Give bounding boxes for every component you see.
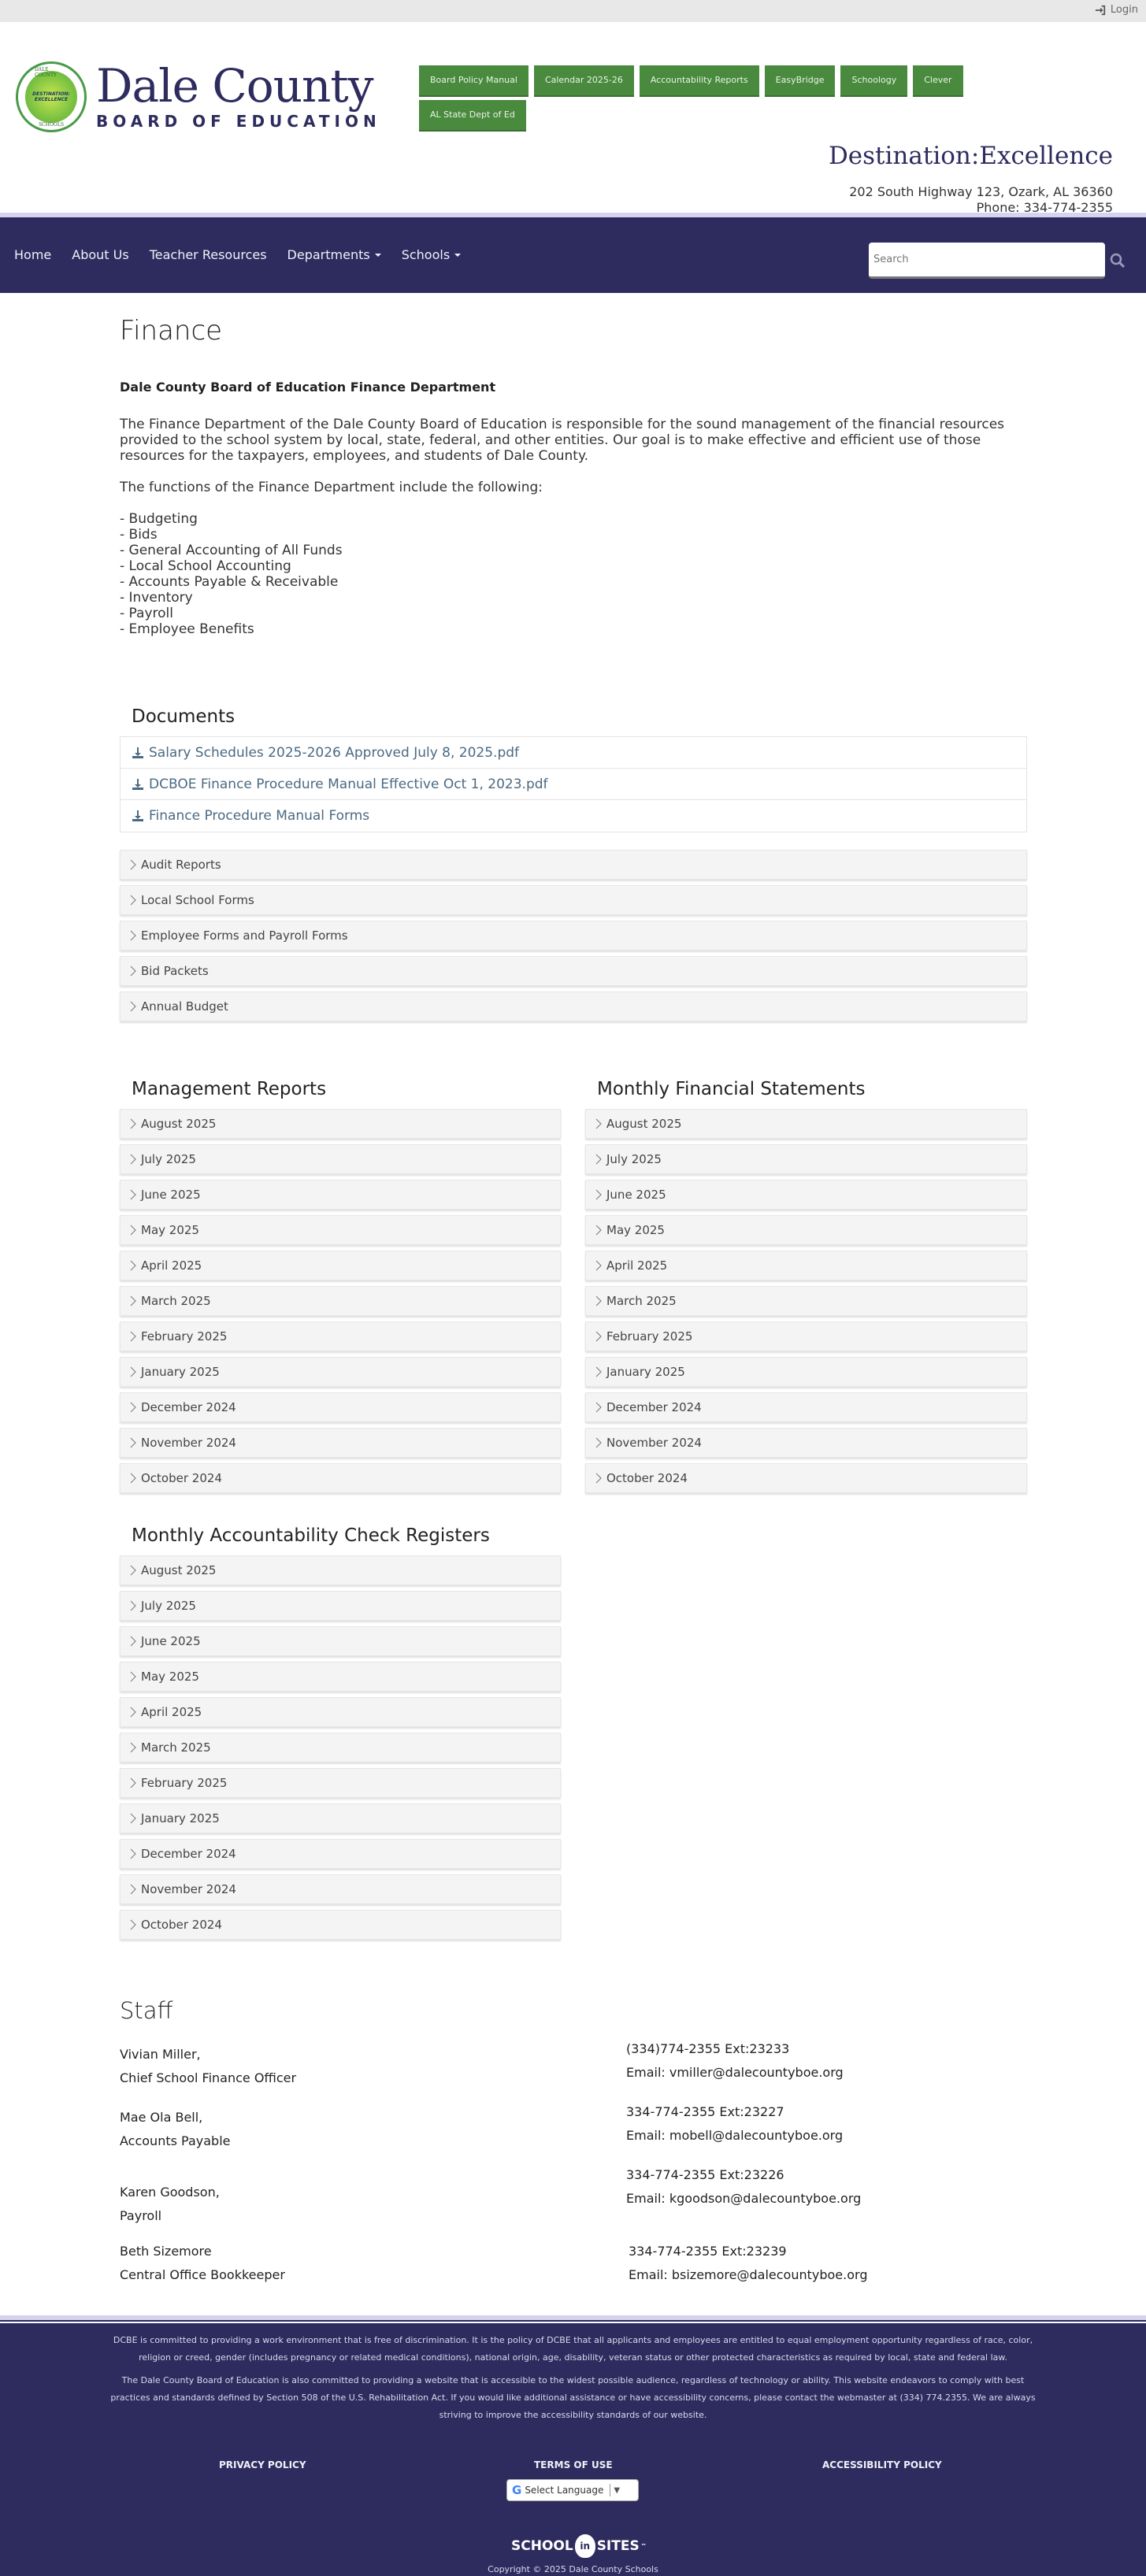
chevron-right-icon [595,1402,602,1413]
financial-statements-section [585,1079,1027,1499]
folder-label: Employee Forms and Payroll Forms [141,928,348,943]
chevron-right-icon [130,859,136,870]
contact-address [849,184,1113,216]
quick-link-easybridge[interactable]: EasyBridge [765,65,836,97]
month-accordion-item[interactable] [120,1321,561,1351]
chevron-right-icon [595,1437,602,1448]
accessibility-statement: The Dale County Board of Education is also committed to providing a website that is accessible to the widest possible audience, regardless of technology or ability. This website endeavors to comply with best practices and standards defined by Section 508 of the U.S. Rehabilitation Act. If you would like additional assistance or have accessibility concerns, please contact the webmaster at (334) 774.2355. We are always striving to improve the accessibility standards of our website. [110,2375,1036,2420]
check-registers-section [120,1525,561,1945]
download-icon [132,747,144,759]
staff-email[interactable]: Email: mobell@dalecountyboe.org [626,2128,844,2143]
month-label: July 2025 [606,1152,662,1166]
chevron-right-icon [130,1118,136,1129]
month-label: April 2025 [141,1705,202,1719]
chevron-right-icon [595,1366,602,1377]
month-label: June 2025 [141,1634,201,1648]
month-accordion-item[interactable] [120,1144,561,1174]
month-accordion-item[interactable] [120,1910,561,1940]
month-accordion-item[interactable] [585,1428,1027,1458]
folder-bid-packets[interactable] [120,956,1027,986]
month-accordion-item[interactable] [120,1591,561,1621]
nav-teacher-resources[interactable] [150,247,267,262]
folder-annual-budget[interactable] [120,991,1027,1021]
login-label: Login [1110,4,1138,16]
month-accordion-item[interactable] [120,1215,561,1245]
folder-label: Annual Budget [141,999,228,1014]
month-accordion-item[interactable] [585,1357,1027,1387]
document-link[interactable] [121,800,1026,832]
nav-departments-label: Departments [287,247,370,262]
month-accordion-item[interactable] [120,1662,561,1692]
chevron-right-icon [595,1225,602,1236]
folder-label: Audit Reports [141,858,221,872]
month-accordion-item[interactable] [585,1321,1027,1351]
month-label: February 2025 [141,1329,228,1344]
month-label: November 2024 [141,1436,236,1450]
month-label: November 2024 [141,1882,236,1896]
sign-in-icon [1095,5,1106,16]
staff-email[interactable]: Email: kgoodson@dalecountyboe.org [626,2191,862,2206]
chevron-right-icon [595,1331,602,1342]
staff-phone: (334)774-2355 Ext:23233 [626,2041,790,2056]
chevron-right-icon [130,1189,136,1200]
month-label: January 2025 [606,1365,685,1379]
month-label: May 2025 [606,1223,665,1237]
chevron-right-icon [130,1260,136,1271]
month-label: August 2025 [141,1117,217,1131]
chevron-right-icon [130,1636,136,1647]
document-name: DCBOE Finance Procedure Manual Effective Oct 1, 2023.pdf [149,776,548,792]
month-accordion-item[interactable] [585,1251,1027,1281]
document-link[interactable] [121,769,1026,800]
function-item: - Bids [120,527,158,543]
month-label: February 2025 [606,1329,693,1344]
chevron-right-icon [595,1473,602,1484]
tagline: Destination:Excellence [828,142,1113,170]
staff-role: Chief School Finance Officer [120,2070,297,2085]
seal-bottom-text: SCHOOLS [39,122,64,128]
month-label: March 2025 [606,1294,677,1308]
chevron-right-icon [130,1813,136,1824]
month-accordion-item[interactable] [120,1357,561,1387]
brand-right: SITES [596,2538,640,2554]
month-accordion-item[interactable] [120,1839,561,1869]
month-label: August 2025 [141,1563,217,1577]
chevron-right-icon [130,1331,136,1342]
site-header [0,22,1146,213]
language-label: Select Language [525,2485,604,2496]
month-label: December 2024 [141,1847,236,1861]
month-accordion-item[interactable] [120,1768,561,1798]
brand-mid: in [580,2541,591,2552]
month-label: October 2024 [141,1471,222,1485]
document-name: Salary Schedules 2025-2026 Approved July 8, 2025.pdf [149,744,520,761]
chevron-right-icon [130,1402,136,1413]
month-label: July 2025 [141,1152,196,1166]
staff-name: Mae Ola Bell, [120,2110,203,2125]
chevron-right-icon [130,1437,136,1448]
month-accordion-item[interactable] [585,1180,1027,1210]
site-logo[interactable] [16,61,381,132]
month-accordion-item[interactable] [120,1286,561,1316]
month-accordion-item[interactable] [120,1463,561,1493]
month-label: December 2024 [606,1400,702,1414]
chevron-right-icon [130,1848,136,1859]
search-icon[interactable] [1109,252,1126,269]
check-registers-title: Monthly Accountability Check Registers [132,1525,490,1546]
staff-title: Staff [120,1997,173,2024]
chevron-right-icon [595,1189,602,1200]
address-line: 202 South Highway 123, Ozark, AL 36360 [849,184,1113,199]
quick-link-accountability[interactable]: Accountability Reports [640,65,759,97]
download-icon [132,778,144,791]
month-label: March 2025 [141,1740,211,1755]
staff-role: Central Office Bookkeeper [120,2267,285,2282]
month-accordion-item[interactable] [120,1697,561,1727]
staff-role: Payroll [120,2208,162,2223]
month-accordion-item[interactable] [120,1803,561,1833]
google-icon: G [512,2483,522,2497]
search-input[interactable] [869,243,1105,279]
top-utility-bar [0,0,1146,22]
chevron-right-icon [595,1154,602,1165]
quick-link-clever[interactable]: Clever [913,65,962,97]
staff-section [120,1997,1027,2024]
month-label: November 2024 [606,1436,702,1450]
month-label: February 2025 [141,1776,228,1790]
function-item: - Local School Accounting [120,558,291,574]
document-name: Finance Procedure Manual Forms [149,808,370,824]
nav-about-label: About Us [72,247,129,262]
trademark: ™ [640,2543,647,2549]
functions-list [120,511,1027,637]
staff-email[interactable]: Email: bsizemore@dalecountyboe.org [629,2267,868,2282]
management-reports-section [120,1079,561,1499]
function-item: - General Accounting of All Funds [120,543,343,558]
month-label: August 2025 [606,1117,682,1131]
chevron-right-icon [130,1919,136,1930]
apple-icon [575,2534,595,2558]
caret-down-icon [454,254,461,257]
month-label: January 2025 [141,1811,220,1825]
staff-phone: 334-774-2355 Ext:23226 [626,2167,784,2182]
document-folders [120,850,1027,1021]
privacy-policy-link[interactable]: PRIVACY POLICY [219,2459,306,2470]
chevron-right-icon [130,1366,136,1377]
staff-name: Beth Sizemore [120,2244,212,2259]
month-label: April 2025 [141,1258,202,1273]
caret-down-icon [375,254,381,257]
month-label: March 2025 [141,1294,211,1308]
main-nav [0,219,1146,293]
nav-home-label: Home [14,247,52,262]
month-label: October 2024 [141,1918,222,1932]
footer-divider [0,2315,1146,2322]
download-icon [132,810,144,822]
document-link[interactable] [121,737,1026,769]
folder-label: Local School Forms [141,893,254,907]
brand-left: SCHOOL [511,2538,573,2554]
nav-about-us[interactable] [72,247,128,262]
month-accordion-item[interactable] [585,1144,1027,1174]
chevron-right-icon [130,1884,136,1895]
quick-links [419,65,1049,132]
accessibility-policy-link[interactable]: ACCESSIBILITY POLICY [822,2459,942,2470]
logo-title: Dale County [96,59,373,113]
quick-link-alsde[interactable]: AL State Dept of Ed [419,100,526,132]
function-item: - Budgeting [120,511,198,527]
documents-section [120,706,1027,1027]
month-accordion-item[interactable] [585,1109,1027,1139]
function-item: - Employee Benefits [120,621,254,637]
month-accordion-item[interactable] [585,1392,1027,1422]
staff-role: Accounts Payable [120,2133,231,2148]
month-accordion-item[interactable] [120,1251,561,1281]
chevron-right-icon [130,1225,136,1236]
chevron-right-icon [130,1600,136,1611]
login-link[interactable] [1095,4,1138,16]
staff-contact [626,2100,843,2148]
month-accordion-item[interactable] [120,1180,561,1210]
chevron-right-icon [130,1671,136,1682]
month-accordion-item[interactable] [120,1733,561,1762]
documents-title: Documents [132,706,236,727]
staff-contact [629,2240,867,2287]
phone-line: Phone: 334-774-2355 [976,200,1113,215]
district-seal [16,61,87,132]
month-accordion-item[interactable] [585,1463,1027,1493]
function-item: - Accounts Payable & Receivable [120,574,339,590]
function-item: - Inventory [120,590,193,606]
nav-teacher-label: Teacher Resources [149,247,267,262]
month-accordion-item[interactable] [585,1215,1027,1245]
month-label: July 2025 [141,1599,196,1613]
month-label: October 2024 [606,1471,688,1485]
month-label: December 2024 [141,1400,236,1414]
month-accordion-item[interactable] [120,1392,561,1422]
chevron-right-icon [130,895,136,906]
chevron-right-icon [130,1707,136,1718]
function-item: - Payroll [120,606,173,621]
chevron-right-icon [595,1295,602,1307]
staff-member [120,2181,220,2228]
financial-statements-title: Monthly Financial Statements [597,1079,866,1099]
nav-schools[interactable] [402,247,461,262]
document-list [120,736,1027,832]
staff-name: Karen Goodson, [120,2185,220,2200]
chevron-right-icon [595,1118,602,1129]
chevron-right-icon [130,1565,136,1576]
chevron-right-icon [130,1777,136,1788]
nav-schools-label: Schools [401,247,451,262]
page-title: Finance [120,315,223,347]
month-label: June 2025 [141,1188,201,1202]
staff-phone: 334-774-2355 Ext:23227 [626,2104,784,2119]
nav-home[interactable] [14,247,51,262]
folder-audit-reports[interactable] [120,850,1027,880]
month-accordion-item[interactable] [120,1874,561,1904]
month-label: April 2025 [606,1258,668,1273]
functions-lead: The functions of the Finance Department include the following: [120,480,543,495]
quick-link-schoology[interactable]: Schoology [840,65,907,97]
month-label: May 2025 [141,1223,199,1237]
chevron-right-icon [130,966,136,977]
check-registers-list [120,1555,561,1940]
management-reports-list [120,1109,561,1493]
terms-of-use-link[interactable]: TERMS OF USE [534,2459,613,2470]
staff-phone: 334-774-2355 Ext:23239 [629,2244,787,2259]
staff-member [120,2106,230,2153]
month-label: June 2025 [606,1188,666,1202]
chevron-right-icon [130,1154,136,1165]
chevron-right-icon [130,930,136,941]
month-accordion-item[interactable] [585,1286,1027,1316]
month-accordion-item[interactable] [120,1626,561,1656]
logo-subtitle: BOARD OF EDUCATION [96,112,381,131]
nav-departments[interactable] [287,247,381,262]
seal-mid-1: DESTINATION: [32,91,70,97]
month-label: May 2025 [141,1670,199,1684]
chevron-right-icon [595,1260,602,1271]
folder-local-school-forms[interactable] [120,885,1027,915]
management-reports-title: Management Reports [132,1079,327,1099]
staff-member [120,2043,296,2090]
dropdown-arrow-icon: ▼ [614,2485,621,2495]
staff-contact [626,2163,861,2211]
site-footer [0,2323,1146,2576]
intro-paragraph: The Finance Department of the Dale County Board of Education is responsible for the sound management of the financial resources provided to the school system by local, state, federal, and other entities. Our goal is to make effective and efficient use of those resources for the taxpayers, employees, and students of Dale County. [120,417,1005,464]
seal-top-text: DALE COUNTY [35,67,57,78]
schoolinsites-logo[interactable] [511,2534,647,2558]
language-select[interactable] [506,2479,639,2501]
chevron-right-icon [130,1742,136,1753]
month-accordion-item[interactable] [120,1109,561,1139]
financial-statements-list [585,1109,1027,1493]
copyright: Copyright © 2025 Dale County Schools [488,2564,658,2574]
nondiscrimination-statement: DCBE is committed to providing a work environment that is free of discrimination. It is the policy of DCBE that all applicants and employees are entitled to equal employment opportunity regardless of race, color, religion or creed, gender (includes pregnancy or related medical conditions), national origin, age, disability, veteran status or other protected characteristics as required by local, state and federal law. [113,2335,1033,2363]
month-label: January 2025 [141,1365,220,1379]
chevron-right-icon [130,1001,136,1012]
staff-name: Vivian Miller, [120,2047,201,2062]
staff-member [120,2240,285,2287]
folder-label: Bid Packets [141,964,209,978]
main-content [120,315,1027,637]
quick-link-calendar[interactable]: Calendar 2025-26 [534,65,634,97]
staff-contact [626,2037,844,2085]
chevron-right-icon [130,1295,136,1307]
month-accordion-item[interactable] [120,1428,561,1458]
folder-employee-payroll-forms[interactable] [120,921,1027,951]
staff-email[interactable]: Email: vmiller@dalecountyboe.org [626,2065,844,2080]
month-accordion-item[interactable] [120,1555,561,1585]
quick-link-board-policy[interactable]: Board Policy Manual [419,65,528,97]
department-heading: Dale County Board of Education Finance Department [120,380,496,395]
seal-mid-2: EXCELLENCE [34,97,69,102]
chevron-right-icon [130,1473,136,1484]
